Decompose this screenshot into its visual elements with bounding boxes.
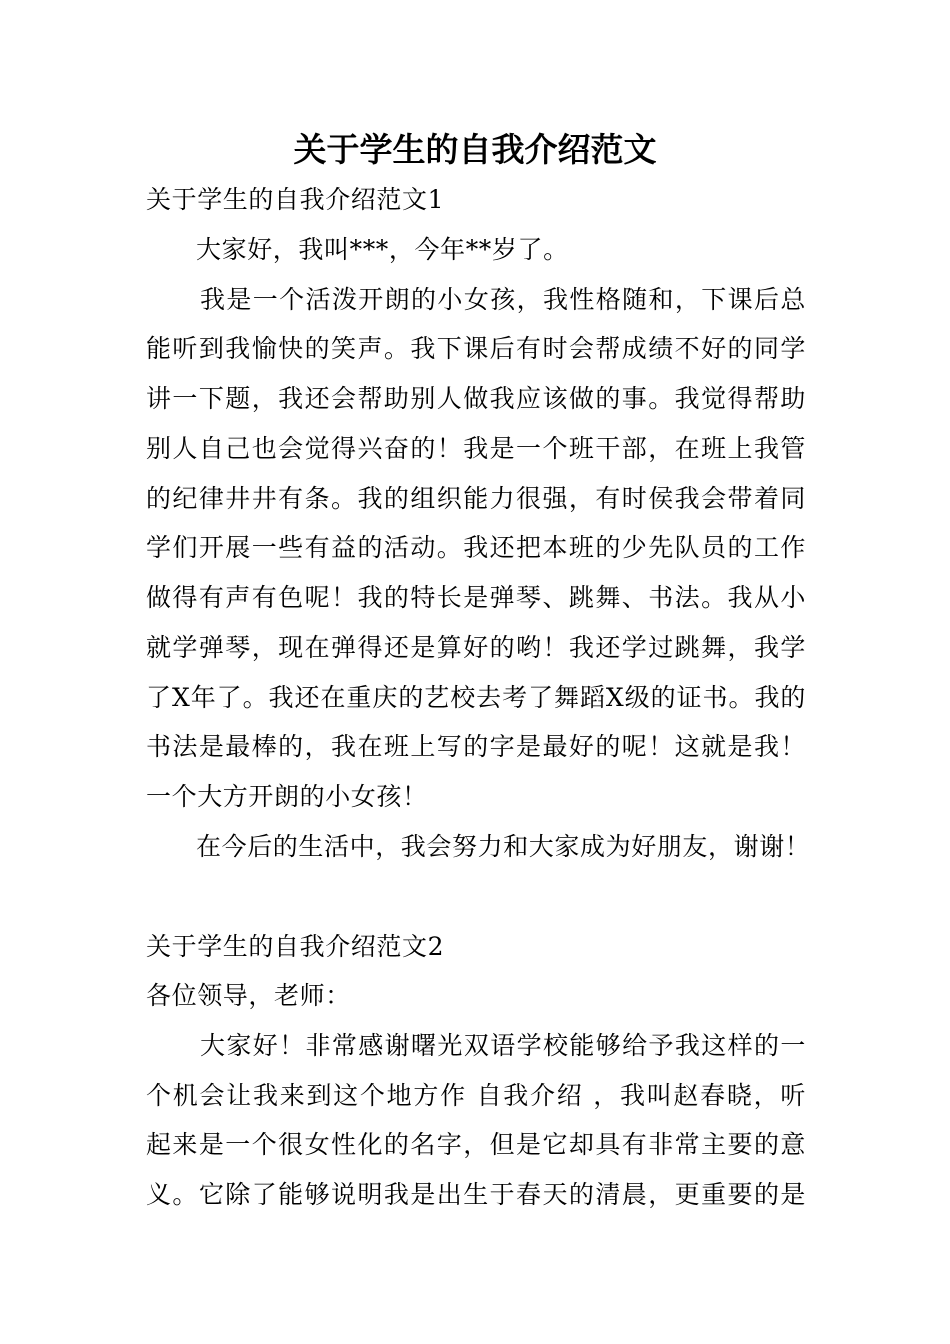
paragraph-line: 义。它除了能够说明我是出生于春天的清晨，更重要的是 [146, 1180, 806, 1209]
section-1-heading: 关于学生的自我介绍范文1 [146, 185, 445, 214]
section-2-salutation: 各位领导，老师： [146, 981, 351, 1010]
section-1-closing: 在今后的生活中，我会努力和大家成为好朋友，谢谢！ [196, 832, 811, 861]
paragraph-line: 个机会让我来到这个地方作 自我介绍 ，我叫赵春晓，听 [146, 1081, 806, 1110]
paragraph-line: 能听到我愉快的笑声。我下课后有时会帮成绩不好的同学 [146, 334, 806, 363]
paragraph-line: 做得有声有色呢！我的特长是弹琴、跳舞、书法。我从小 [146, 583, 806, 612]
document-title: 关于学生的自我介绍范文 [293, 130, 657, 169]
section-2-heading: 关于学生的自我介绍范文2 [146, 932, 445, 961]
paragraph-line: 我是一个活泼开朗的小女孩，我性格随和，下课后总 [200, 285, 806, 314]
paragraph-line: 就学弹琴，现在弹得还是算好的哟！我还学过跳舞，我学 [146, 633, 806, 662]
paragraph-line: 了X年了。我还在重庆的艺校去考了舞蹈X级的证书。我的 [146, 683, 806, 712]
paragraph-line: 书法是最棒的，我在班上写的字是最好的呢！这就是我！ [146, 732, 806, 761]
paragraph-line: 学们开展一些有益的活动。我还把本班的少先队员的工作 [146, 533, 806, 562]
paragraph-line: 讲一下题，我还会帮助别人做我应该做的事。我觉得帮助 [146, 384, 806, 413]
paragraph-line: 一个大方开朗的小女孩！ [146, 782, 428, 811]
section-1-greeting: 大家好，我叫***，今年**岁了。 [196, 235, 569, 264]
paragraph-line: 起来是一个很女性化的名字，但是它却具有非常主要的意 [146, 1130, 806, 1159]
paragraph-line: 大家好！非常感谢曙光双语学校能够给予我这样的一 [200, 1031, 806, 1060]
paragraph-line: 别人自己也会觉得兴奋的！我是一个班干部，在班上我管 [146, 434, 806, 463]
paragraph-line: 的纪律井井有条。我的组织能力很强，有时侯我会带着同 [146, 484, 806, 513]
